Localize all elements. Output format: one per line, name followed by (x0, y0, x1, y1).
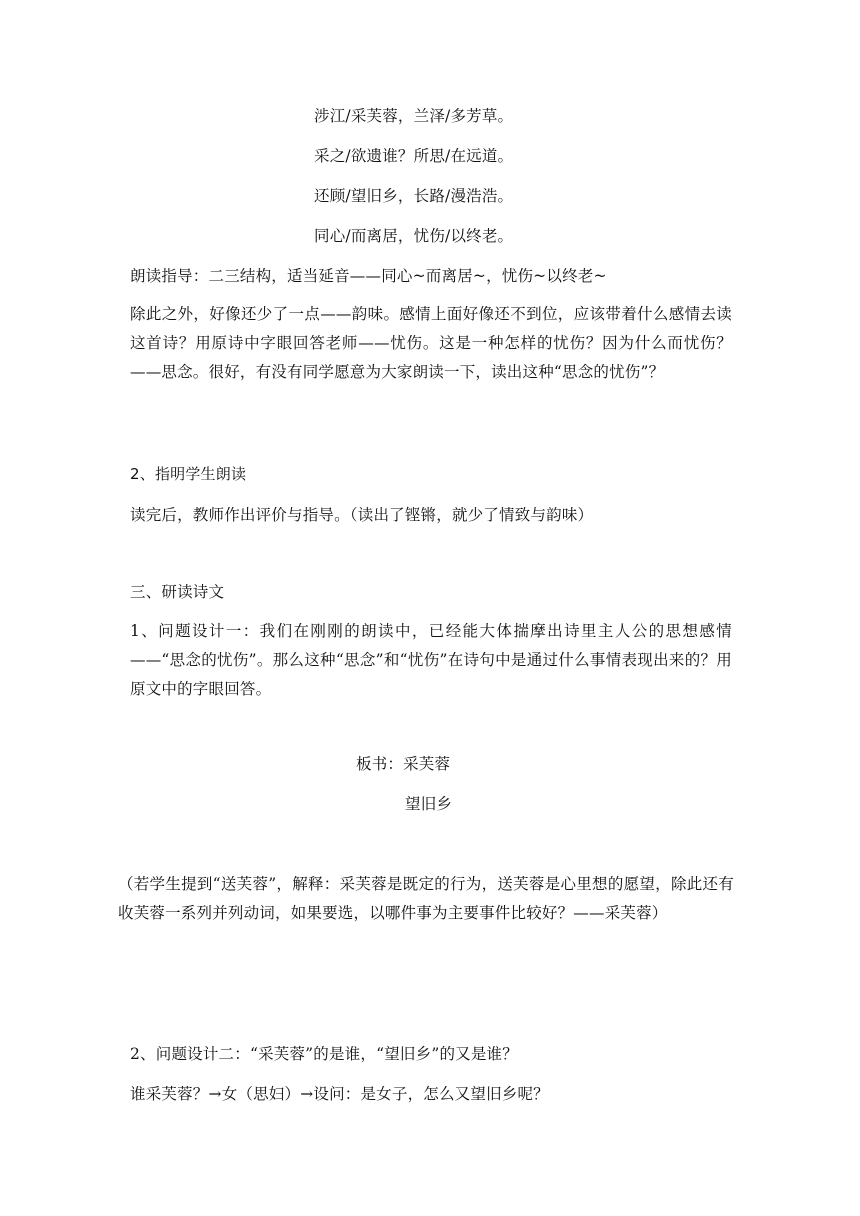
poem-line-3: 还顾/望旧乡，长路/漫浩浩。 (314, 187, 514, 205)
poem-line-4: 同心/而离居，忧伤/以终老。 (314, 227, 514, 245)
note-paragraph: （若学生提到“送芙蓉”，解释：采芙蓉是既定的行为，送芙蓉是心里想的愿望，除此还有收芙蓉一系列并列动词，如果要选，以哪件事为主要事件比较好？——采芙蓉） (118, 875, 734, 922)
question-2-answer: 谁采芙蓉？→女（思妇）→设问：是女子，怎么又望旧乡呢？ (130, 1085, 549, 1103)
question-2: 2、问题设计二：“采芙蓉”的是谁，“望旧乡”的又是谁？ (130, 1045, 518, 1063)
paragraph-rhyme: 除此之外，好像还少了一点——韵味。感情上面好像还不到位，应该带着什么感情去读这首诗？用原诗中字眼回答老师——忧伤。这是一种怎样的忧伤？因为什么而忧伤？——思念。很好，有没有同学愿意为大家朗读一下，读出这种“思念的忧伤”？ (130, 305, 732, 381)
poem-line-1: 涉江/采芙蓉，兰泽/多芳草。 (314, 107, 514, 125)
section3-title: 三、研读诗文 (130, 583, 225, 601)
poem-line-2: 采之/欲遗谁？所思/在远道。 (314, 147, 514, 165)
step2-body: 读完后，教师作出评价与指导。（读出了铿锵，就少了情致与韵味） (130, 506, 594, 524)
board-line-2: 望旧乡 (405, 795, 453, 813)
reading-guide: 朗读指导：二三结构，适当延音——同心~而离居~，忧伤~以终老~ (130, 267, 607, 285)
step2-title: 2、指明学生朗读 (130, 465, 247, 483)
question-1: 1、问题设计一：我们在刚刚的朗读中，已经能大体揣摩出诗里主人公的思想感情——“思念的忧伤”。那么这种“思念”和“忧伤”在诗句中是通过什么事情表现出来的？用原文中的字眼回答。 (130, 622, 732, 698)
board-line-1: 板书：采芙蓉 (356, 755, 451, 773)
